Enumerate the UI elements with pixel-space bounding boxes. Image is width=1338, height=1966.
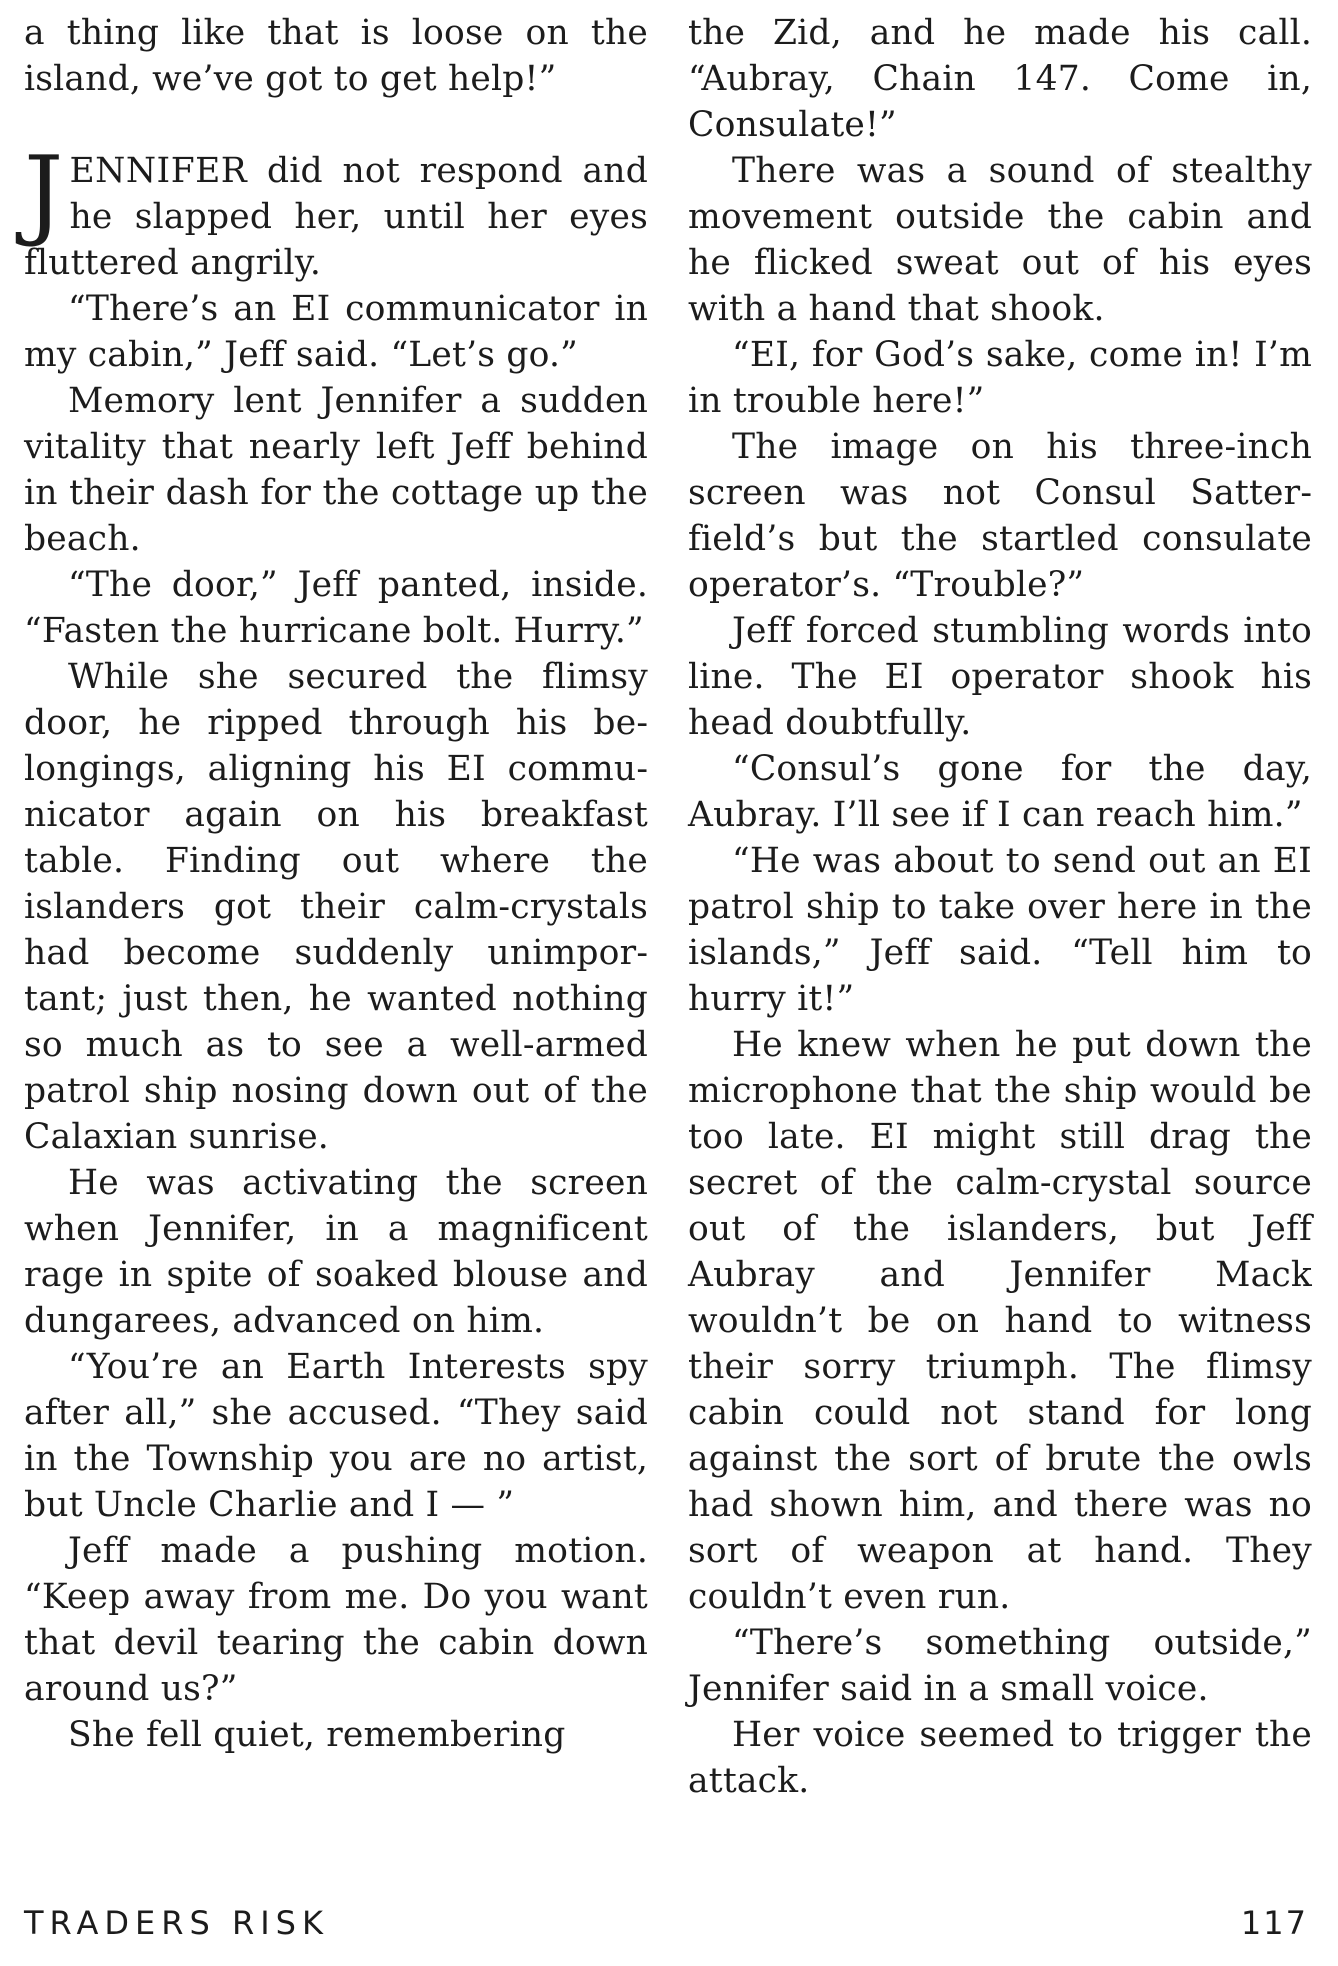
paragraph: He knew when he put down the microphone that the ship would be too late. EI might still drag the secret of the calm-crystal source out of the islanders, but Jeff Aubray and Jennifer Mack wouldn’t be on hand to witness their sorry triumph. The flimsy cabin could not stand for long against the sort of brute the owls had shown him, and there was no sort of weapon at hand. They couldn’t even run. (688, 1025, 1312, 1617)
paragraph: “Consul’s gone for the day, Aubray. I’ll see if I can reach him.” (688, 749, 1312, 835)
paragraph-text: did not respond and he slapped her, until her eyes fluttered angrily. (24, 151, 648, 283)
running-title: TRADERS RISK (24, 1904, 329, 1942)
paragraph: There was a sound of stealthy movement outside the cabin and he flicked sweat out of his eyes with a hand that shook. (688, 151, 1312, 329)
paragraph: Jeff made a pushing motion. “Keep away from me. Do you want that devil tearing the cabin down around us?” (24, 1531, 648, 1709)
paragraph-with-dropcap (24, 136, 648, 286)
paragraph: “There’s something outside,” Jennifer said in a small voice. (688, 1623, 1312, 1709)
paragraph: While she secured the flimsy door, he ripped through his belongings, aligning his EI communicator again on his breakfast table. Finding out where the islanders got their calm-crystals had become suddenly unimportant; just then, he wanted nothing so much as to see a well-armed patrol ship nosing down out of the Calaxian sunrise. (24, 657, 648, 1157)
left-column (24, 10, 648, 1758)
paragraph: the Zid, and he made his call. “Aubray, Chain 147. Come in, Consulate!” (688, 13, 1312, 145)
lead-word: ENNIFER (69, 151, 248, 191)
paragraph: She fell quiet, remembering (68, 1715, 566, 1755)
paragraph: “You’re an Earth Interests spy after all,” she accused. “They said in the Township you are no artist, but Uncle Charlie and I — ” (24, 1347, 648, 1525)
right-column (688, 10, 1312, 1804)
paragraph: “The door,” Jeff panted, inside. “Fasten the hurricane bolt. Hurry.” (24, 565, 648, 651)
paragraph: Her voice seemed to trigger the attack. (688, 1715, 1312, 1801)
page-number: 117 (1240, 1904, 1308, 1942)
paragraph: “EI, for God’s sake, come in! I’m in trouble here!” (688, 335, 1312, 421)
drop-cap: J (24, 136, 64, 250)
paragraph: Memory lent Jennifer a sudden vitality that nearly left Jeff behind in their dash for the cottage up the beach. (24, 381, 648, 559)
paragraph: He was activating the screen when Jennifer, in a magnificent rage in spite of soaked blouse and dungarees, advanced on him. (24, 1163, 648, 1341)
paragraph: a thing like that is loose on the island, we’ve got to get help!” (24, 13, 648, 99)
paragraph: The image on his three-inch screen was not Consul Satterfield’s but the startled consulate operator’s. “Trouble?” (688, 427, 1312, 605)
paragraph: Jeff forced stumbling words into line. The EI operator shook his head doubtfully. (688, 611, 1312, 743)
paragraph: “He was about to send out an EI patrol ship to take over here in the islands,” Jeff said. “Tell him to hurry it!” (688, 841, 1312, 1019)
paragraph: “There’s an EI communicator in my cabin,” Jeff said. “Let’s go.” (24, 289, 648, 375)
